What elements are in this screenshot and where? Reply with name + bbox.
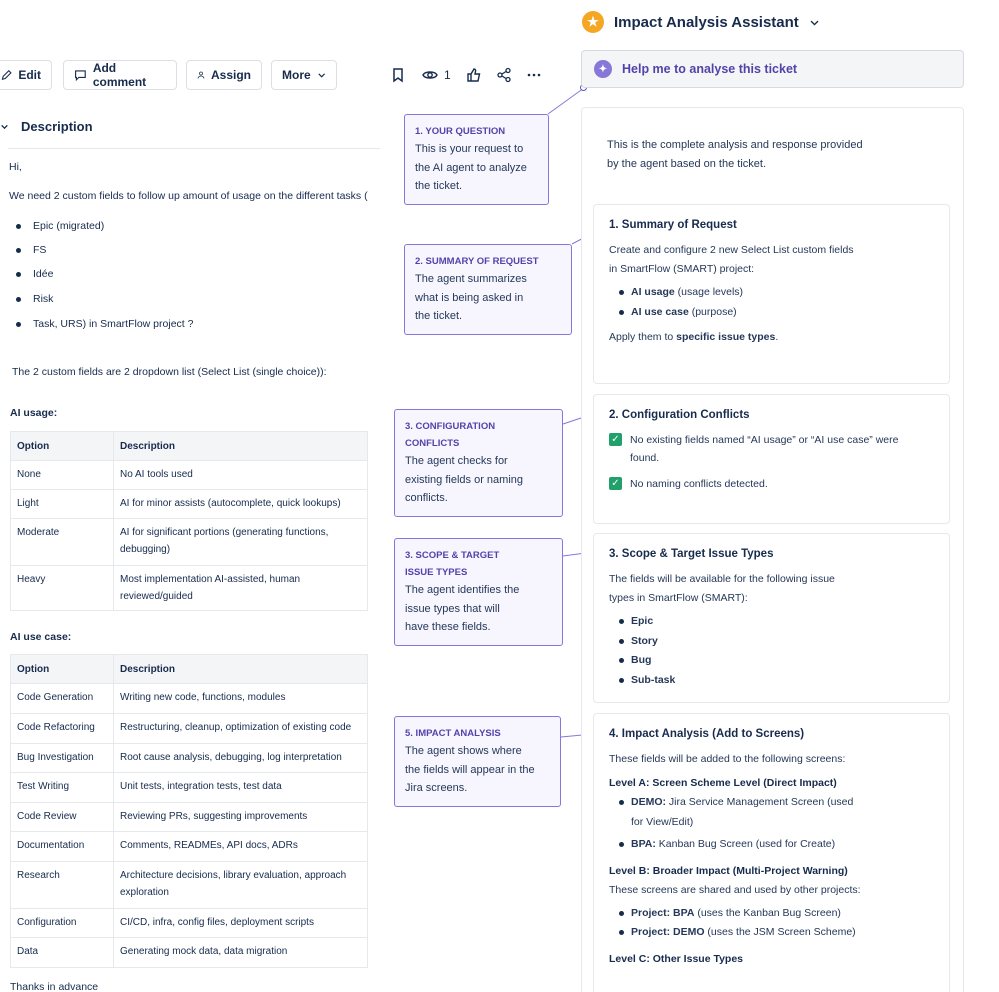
- list-item: Project: DEMO (uses the JSM Screen Scheme): [609, 923, 934, 943]
- table-cell: Root cause analysis, debugging, log interpretation: [114, 744, 368, 773]
- table-row: [11, 684, 368, 714]
- project-list: [609, 904, 934, 943]
- description-toggle[interactable]: [0, 119, 93, 134]
- table-cell: Code Refactoring: [11, 714, 114, 744]
- card-heading: 2. Configuration Conflicts: [609, 409, 750, 421]
- list-item: Bug: [609, 651, 934, 671]
- table-row: [11, 773, 368, 803]
- callout-your-question: [404, 114, 549, 205]
- chevron-down-icon: [809, 17, 820, 28]
- list-item: Story: [609, 632, 934, 652]
- table-cell: Restructuring, cleanup, optimization of existing code: [114, 714, 368, 744]
- watchers-button[interactable]: [420, 66, 451, 84]
- chevron-down-icon: [0, 122, 9, 131]
- list-item: Epic: [609, 612, 934, 632]
- divider: [8, 148, 380, 149]
- bookmark-icon: [390, 67, 406, 83]
- column-header: Description: [114, 655, 368, 684]
- more-label: More: [282, 68, 311, 82]
- table-row: [11, 862, 368, 909]
- table-cell: CI/CD, infra, config files, deployment scripts: [114, 909, 368, 938]
- analyse-ticket-button[interactable]: [581, 50, 964, 88]
- assign-button[interactable]: [186, 60, 262, 90]
- bullet: [16, 297, 21, 302]
- callout-impact-analysis: [394, 716, 561, 807]
- table-cell: Test Writing: [11, 773, 114, 803]
- card-text: These fields will be added to the following screens:: [609, 753, 846, 765]
- list-item: Task, URS) in SmartFlow project ?: [33, 318, 194, 330]
- star-icon: ★: [582, 11, 604, 33]
- table-row: [11, 714, 368, 744]
- table-cell: Documentation: [11, 832, 114, 862]
- more-actions-button[interactable]: [526, 66, 542, 84]
- table-cell: Data: [11, 938, 114, 968]
- callout-body: This is your request to the AI agent to analyze the ticket.: [415, 143, 527, 192]
- table-cell: Reviewing PRs, suggesting improvements: [114, 803, 368, 832]
- summary-card: [593, 204, 950, 384]
- table-header-row: [11, 655, 368, 684]
- list-item: DEMO: Jira Service Management Screen (used for View/Edit): [609, 793, 859, 832]
- assistant-title: Impact Analysis Assistant: [614, 13, 799, 31]
- table-cell: AI for minor assists (autocomplete, quick lookups): [114, 490, 368, 519]
- checkbox-checked-icon: ✓: [609, 433, 622, 446]
- table-cell: Unit tests, integration tests, test data: [114, 773, 368, 803]
- edit-button[interactable]: [0, 60, 52, 90]
- table-cell: Comments, READMEs, API docs, ADRs: [114, 832, 368, 862]
- callout-title: 3. CONFIGURATION CONFLICTS: [405, 421, 496, 449]
- callout-body: The agent checks for existing fields or naming conflicts.: [405, 455, 524, 504]
- pencil-icon: [1, 68, 12, 82]
- table-cell: Moderate: [11, 519, 114, 566]
- card-text: The fields will be available for the following issue types in SmartFlow (SMART):: [609, 573, 835, 604]
- table-cell: Configuration: [11, 909, 114, 938]
- level-heading: Level B: Broader Impact (Multi-Project Warning): [609, 864, 848, 877]
- scope-card: [593, 533, 950, 703]
- column-header: Option: [11, 432, 114, 461]
- check-item: ✓ No existing fields named “AI usage” or “AI use case” were found.: [609, 431, 934, 467]
- callout-body: The agent shows where the fields will appear in the Jira screens.: [405, 745, 535, 794]
- card-text: Apply them to specific issue types.: [609, 331, 779, 343]
- edit-label: Edit: [18, 68, 41, 82]
- ellipsis-icon: [526, 67, 542, 83]
- callout-configuration-conflicts: [394, 409, 563, 517]
- table-cell: Heavy: [11, 566, 114, 611]
- add-comment-button[interactable]: [63, 60, 177, 90]
- table-header-row: [11, 432, 368, 461]
- level-heading: Level A: Screen Scheme Level (Direct Impact): [609, 777, 837, 789]
- analyse-ticket-label: Help me to analyse this ticket: [622, 62, 798, 76]
- table-row: [11, 938, 368, 968]
- list-item: FS: [33, 244, 47, 256]
- table-row: [11, 909, 368, 938]
- table-cell: Architecture decisions, library evaluation, approach exploration: [114, 862, 368, 909]
- thumbs-up-icon: [466, 67, 482, 83]
- table-row: [11, 461, 368, 490]
- table-row: [11, 832, 368, 862]
- checkbox-checked-icon: ✓: [609, 477, 622, 490]
- bullet: [16, 322, 21, 327]
- closing-text: Thanks in advance: [10, 981, 99, 992]
- list-item: Idée: [33, 268, 54, 280]
- bullet: [16, 248, 21, 253]
- table-cell: No AI tools used: [114, 461, 368, 490]
- person-icon: [197, 68, 205, 82]
- level-heading: Level C: Other Issue Types: [609, 952, 744, 965]
- table-cell: Most implementation AI-assisted, human reviewed/guided: [114, 566, 368, 611]
- more-button[interactable]: [271, 60, 337, 90]
- assistant-header[interactable]: [582, 11, 820, 33]
- field-list: [609, 283, 934, 322]
- callout-body: The agent identifies the issue types that will have these fields.: [405, 584, 520, 633]
- check-item: ✓ No naming conflicts detected.: [609, 475, 934, 493]
- description-heading: Description: [21, 119, 93, 134]
- ai-use-case-heading: AI use case:: [10, 631, 72, 643]
- eye-icon: [420, 67, 440, 83]
- table-cell: Code Review: [11, 803, 114, 832]
- table-row: [11, 566, 368, 611]
- callout-summary-of-request: [404, 244, 572, 335]
- screen-list: [609, 793, 934, 855]
- ai-usage-heading: AI usage:: [10, 407, 58, 419]
- callout-title: 5. IMPACT ANALYSIS: [405, 728, 501, 739]
- assign-label: Assign: [210, 68, 251, 82]
- card-heading: 3. Scope & Target Issue Types: [609, 548, 774, 560]
- add-comment-label: Add comment: [92, 61, 147, 89]
- callout-scope-target: [394, 538, 563, 646]
- chevron-down-icon: [317, 70, 326, 80]
- list-item: BPA: Kanban Bug Screen (used for Create): [609, 835, 934, 855]
- card-text: These screens are shared and used by other projects:: [609, 883, 861, 896]
- bullet: [16, 224, 21, 229]
- ai-icon: ✦: [594, 60, 612, 78]
- table-cell: Writing new code, functions, modules: [114, 684, 368, 714]
- ai-usage-table: [10, 431, 368, 611]
- response-intro: This is the complete analysis and response provided by the agent based on the ticket.: [607, 139, 863, 170]
- ai-use-case-table: [10, 654, 368, 968]
- table-cell: AI for significant portions (generating functions, debugging): [114, 519, 368, 566]
- fields-line: The 2 custom fields are 2 dropdown list (Select List (single choice)):: [12, 366, 327, 378]
- table-row: [11, 744, 368, 773]
- table-row: [11, 803, 368, 832]
- comment-icon: [74, 68, 87, 82]
- callout-body: The agent summarizes what is being asked in the ticket.: [415, 273, 527, 322]
- issue-type-list: [609, 612, 934, 690]
- list-item: Sub-task: [609, 671, 934, 691]
- table-row: [11, 490, 368, 519]
- table-cell: Research: [11, 862, 114, 909]
- list-item: Risk: [33, 293, 54, 305]
- list-item: Epic (migrated): [33, 220, 105, 232]
- column-header: Option: [11, 655, 114, 684]
- conflicts-card: [593, 394, 950, 524]
- table-cell: Generating mock data, data migration: [114, 938, 368, 968]
- bullet: [16, 272, 21, 277]
- share-button[interactable]: [496, 66, 512, 84]
- table-cell: Light: [11, 490, 114, 519]
- card-heading: 1. Summary of Request: [609, 219, 737, 231]
- callout-title: 1. YOUR QUESTION: [415, 126, 506, 137]
- impact-card: [593, 713, 950, 992]
- card-heading: 4. Impact Analysis (Add to Screens): [609, 728, 805, 740]
- greeting: Hi,: [9, 161, 22, 173]
- share-icon: [496, 67, 512, 83]
- watchers-count: 1: [444, 68, 451, 82]
- column-header: Description: [114, 432, 368, 461]
- table-row: [11, 519, 368, 566]
- like-button[interactable]: [466, 66, 482, 84]
- table-cell: Code Generation: [11, 684, 114, 714]
- list-item: Project: BPA (uses the Kanban Bug Screen): [609, 904, 934, 924]
- card-text: Create and configure 2 new Select List custom fields in SmartFlow (SMART) project:: [609, 244, 854, 275]
- intro-text: We need 2 custom fields to follow up amount of usage on the different tasks (: [9, 190, 368, 202]
- table-cell: Bug Investigation: [11, 744, 114, 773]
- list-item: AI use case (purpose): [609, 303, 934, 323]
- bookmark-button[interactable]: [390, 66, 406, 84]
- callout-title: 2. SUMMARY OF REQUEST: [415, 256, 539, 267]
- callout-title: 3. SCOPE & TARGET ISSUE TYPES: [405, 550, 500, 578]
- table-cell: None: [11, 461, 114, 490]
- list-item: AI usage (usage levels): [609, 283, 934, 303]
